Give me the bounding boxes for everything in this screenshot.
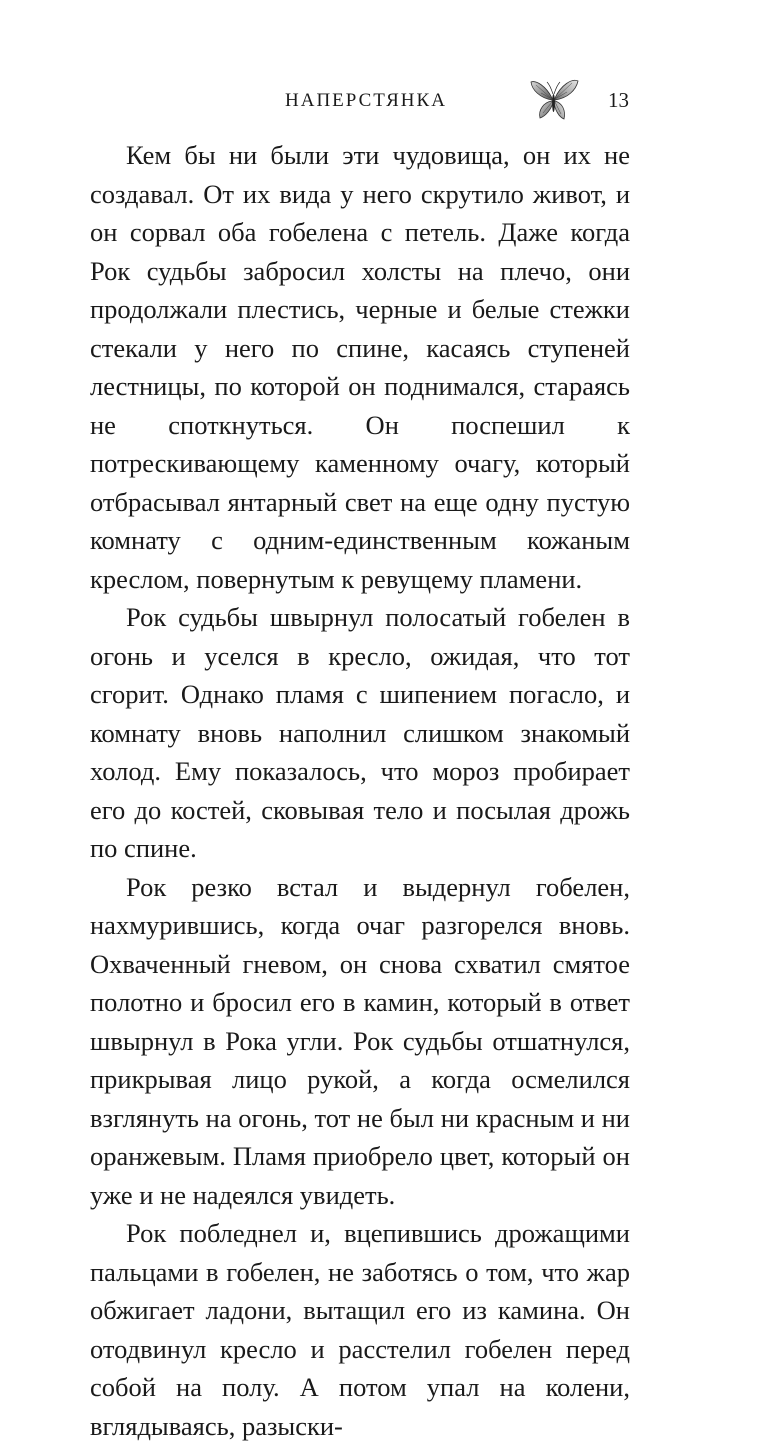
book-title: НАПЕРСТЯНКА [285,90,447,111]
paragraph: Кем бы ни были эти чудовища, он их не создавал. От их вида у него скрутило живот, и он сорвал оба гобелена с петель. Даже когда Рок судьбы забросил холсты на плечо, они продолжали плестись, черные и белые стежки стекали у него по спине, касаясь ступеней лестницы, по которой он поднимался, стараясь не споткнуться. Он поспешил к потрескивающему каменному очагу, который отбрасывал янтарный свет на еще одну пустую комнату с одним-единственным кожаным креслом, повернутым к ревущему пламени. [90,140,630,594]
running-head [0,84,768,124]
page-number: 13 [608,88,629,112]
paragraph: Рок резко встал и выдернул гобелен, нахмурившись, когда очаг разгорелся вновь. Охваченный гневом, он снова схватил смятое полотно и бросил его в камин, который в ответ швырнул в Рока угли. Рок судьбы отшатнулся, прикрывая лицо рукой, а когда осмелился взглянуть на огонь, тот не был ни красным и ни оранжевым. Пламя приобрело цвет, который он уже и не надеялся увидеть. [90,871,630,1210]
body-text [90,136,630,1445]
paragraph: Рок побледнел и, вцепившись дрожащими пальцами в гобелен, не заботясь о том, что жар обжигает ладони, вытащил его из камина. Он отодвинул кресло и расстелил гобелен перед собой на полу. А потом упал на колени, вглядываясь, разыски- [90,1218,630,1441]
paragraph: Рок судьбы швырнул полосатый гобелен в огонь и уселся в кресло, ожидая, что тот сгорит. Однако пламя с шипением погасло, и комнату вновь наполнил слишком знакомый холод. Ему показалось, что мороз пробирает его до костей, сковывая тело и посылая дрожь по спине. [90,602,630,863]
butterfly-icon [528,76,580,126]
